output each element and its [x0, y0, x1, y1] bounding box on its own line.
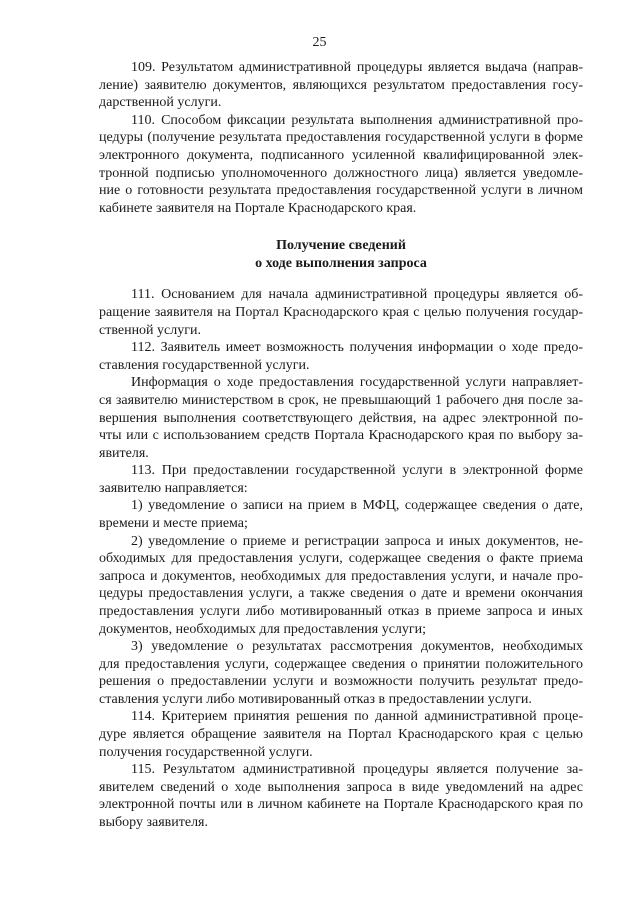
- text-line: 2) уведомление о приеме и регистрации запроса и иных документов, не-: [131, 534, 583, 549]
- text-line: для предоставления услуги, содержащее сведения о принятии положительного: [99, 657, 583, 672]
- text-line: запроса и документов, необходимых для предоставления услуги, и начале про-: [99, 569, 583, 584]
- text-line: ставления государственной услуги.: [99, 358, 310, 373]
- text-line: заявителю направляется:: [99, 481, 248, 496]
- text-line: цедуры предоставления услуги, а также сведения о дате и времени окончания: [99, 586, 583, 601]
- text-line: электронного документа, подписанного усиленной квалифицированной элек-: [99, 148, 583, 163]
- text-line: ственной услуги.: [99, 323, 201, 338]
- text-line: 1) уведомление о записи на прием в МФЦ, содержащее сведения о дате,: [131, 498, 583, 513]
- text-line: кабинете заявителя на Портале Краснодарского края.: [99, 201, 417, 216]
- text-line: явителя.: [99, 446, 149, 461]
- text-line: чты или с использованием средств Портала Краснодарского края по выбору за-: [99, 428, 583, 443]
- text-line: обходимых для предоставления услуги, содержащее сведения о факте приема: [99, 551, 583, 566]
- text-line: 110. Способом фиксации результата выполнения административной про-: [131, 113, 583, 128]
- text-line: ращение заявителя на Портал Краснодарского края с целью получения государ-: [99, 305, 583, 320]
- text-line: тронной подписью уполномоченного должностного лица) является уведомле-: [99, 166, 583, 181]
- text-line: дуре является обращение заявителя на Портал Краснодарского края с целью: [99, 727, 583, 742]
- text-line: цедуры (получение результата предоставления государственной услуги в форме: [99, 130, 583, 145]
- text-line: времени и месте приема;: [99, 516, 248, 531]
- text-line: предоставления услуги либо мотивированный отказ в приеме запроса и иных: [99, 604, 583, 619]
- text-line: ние о готовности результата предоставления государственной услуги в личном: [99, 183, 583, 198]
- text-line: ся заявителю министерством в срок, не превышающий 1 рабочего дня после за-: [99, 393, 583, 408]
- text-line: 111. Основанием для начала административной процедуры является об-: [131, 287, 583, 302]
- text-line: 3) уведомление о результатах рассмотрения документов, необходимых: [131, 639, 583, 654]
- text-line: ставления услуги либо мотивированный отказ в предоставлении услуги.: [99, 692, 532, 707]
- page-number: 25: [312, 35, 327, 50]
- text-line: 109. Результатом административной процедуры является выдача (направ-: [131, 60, 583, 75]
- text-line: явителем сведений о ходе выполнения запроса в виде уведомлений на адрес: [99, 780, 583, 795]
- text-line: 114. Критерием принятия решения по данной административной проце-: [131, 709, 583, 724]
- text-line: ление) заявителю документов, являющихся результатом предоставления госу-: [99, 78, 583, 93]
- section-heading-line: Получение сведений: [276, 238, 406, 253]
- text-line: электронной почты или в личном кабинете на Портале Краснодарского края по: [99, 797, 583, 812]
- text-line: выбору заявителя.: [99, 815, 208, 830]
- text-line: документов, необходимых для предоставления услуги;: [99, 622, 427, 637]
- text-line: решения о предоставлении услуги и возможности получить результат предо-: [99, 674, 583, 689]
- text-line: Информация о ходе предоставления государственной услуги направляет-: [131, 375, 583, 390]
- text-line: 112. Заявитель имеет возможность получения информации о ходе предо-: [131, 340, 583, 355]
- text-line: 113. При предоставлении государственной услуги в электронной форме: [131, 463, 583, 478]
- section-heading-line: о ходе выполнения запроса: [255, 256, 427, 271]
- text-line: получения государственной услуги.: [99, 745, 313, 760]
- text-line: дарственной услуги.: [99, 95, 222, 110]
- text-line: вершения выполнения соответствующего действия, на адрес электронной по-: [99, 411, 583, 426]
- text-line: 115. Результатом административной процедуры является получение за-: [131, 762, 583, 777]
